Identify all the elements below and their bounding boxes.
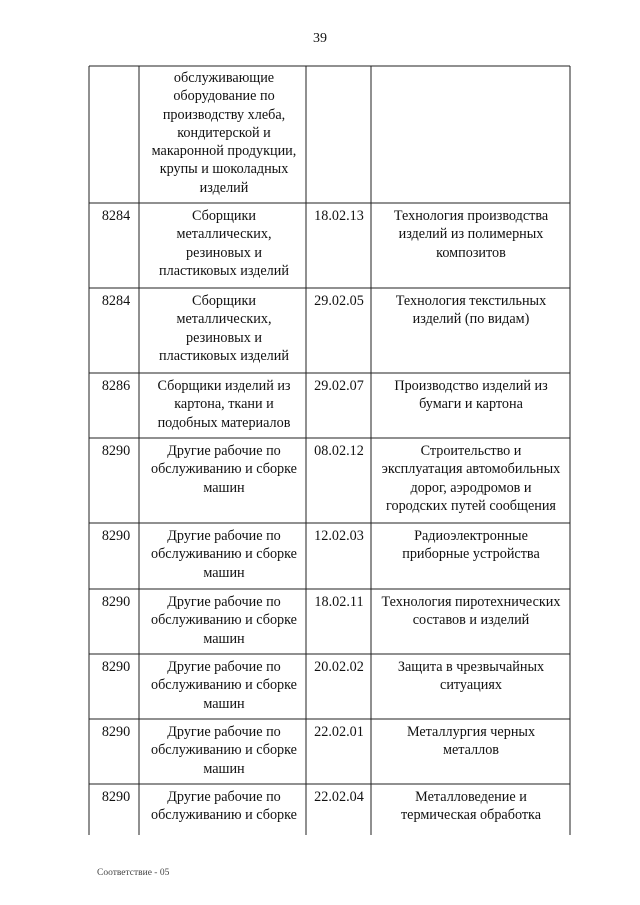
occupation-name-line: металлических, bbox=[176, 311, 272, 328]
occupation-name-line: машин bbox=[203, 479, 245, 496]
occupation-name-line: обслуживанию и сборке bbox=[151, 807, 297, 824]
occupation-name-line: машин bbox=[203, 630, 245, 647]
occupation-name bbox=[141, 442, 307, 497]
occupation-name bbox=[141, 658, 307, 713]
specialty-name-line: эксплуатация автомобильных bbox=[381, 461, 561, 478]
occupation-name-line: обслуживанию и сборке bbox=[151, 546, 297, 563]
occupation-name-line: кондитерской и bbox=[177, 124, 271, 141]
specialty-name-line: Металлургия черных bbox=[406, 724, 536, 740]
specialty-name bbox=[373, 658, 569, 695]
occupation-name-line: картона, ткани и bbox=[174, 396, 274, 413]
occupation-name-line: обслуживанию и сборке bbox=[151, 461, 297, 478]
occupation-name-line: обслуживающие bbox=[173, 70, 275, 86]
specialty-name bbox=[373, 723, 569, 760]
occupation-name bbox=[141, 377, 307, 432]
occupation-name-line: резиновых и bbox=[186, 329, 262, 346]
occupation-code: 8290 bbox=[101, 789, 131, 805]
occupation-code: 8290 bbox=[101, 724, 131, 740]
specialty-code: 18.02.11 bbox=[314, 594, 364, 610]
specialty-code: 22.02.01 bbox=[314, 724, 364, 740]
specialty-name-line: Металловедение и bbox=[415, 789, 527, 805]
specialty-name-line: дорог, аэродромов и bbox=[410, 479, 532, 496]
occupation-code: 8286 bbox=[101, 378, 131, 394]
occupation-code: 8290 bbox=[101, 443, 131, 459]
specialty-code: 12.02.03 bbox=[314, 528, 364, 544]
specialty-name bbox=[373, 527, 569, 564]
occupation-name-line: машин bbox=[203, 564, 245, 581]
specialty-name-line: приборные устройства bbox=[402, 546, 540, 563]
occupation-name-line: производству хлеба, bbox=[162, 106, 286, 123]
occupation-name-line: Другие рабочие по bbox=[167, 594, 281, 610]
occupation-name bbox=[141, 723, 307, 778]
occupation-name-line: пластиковых изделий bbox=[159, 262, 289, 279]
occupation-name-line: Другие рабочие по bbox=[167, 528, 281, 544]
specialty-name bbox=[373, 593, 569, 630]
occupation-code: 8290 bbox=[101, 659, 131, 675]
specialty-name-line: термическая обработка bbox=[400, 807, 542, 824]
occupation-name-line: машин bbox=[203, 760, 245, 777]
specialty-code: 29.02.07 bbox=[314, 378, 364, 394]
specialty-name-line: Технология пиротехнических bbox=[381, 594, 561, 610]
occupation-name-line: машин bbox=[203, 695, 245, 712]
specialty-name-line: бумаги и картона bbox=[419, 396, 523, 413]
specialty-name-line: композитов bbox=[436, 244, 506, 261]
occupation-name-line: резиновых и bbox=[186, 244, 262, 261]
occupation-name-line: крупы и шоколадных bbox=[159, 161, 289, 178]
specialty-name-line: Технология производства bbox=[393, 208, 549, 224]
specialty-code: 20.02.02 bbox=[314, 659, 364, 675]
occupation-name-line: Другие рабочие по bbox=[167, 789, 281, 805]
specialty-code: 18.02.13 bbox=[314, 208, 364, 224]
occupation-name-line: оборудование по bbox=[173, 88, 275, 105]
occupation-name-line: Другие рабочие по bbox=[167, 659, 281, 675]
occupation-name-line: Сборщики bbox=[191, 208, 257, 224]
occupation-name-line: Сборщики изделий из bbox=[157, 378, 291, 394]
specialty-name bbox=[373, 377, 569, 414]
specialty-name-line: изделий из полимерных bbox=[398, 226, 544, 243]
occupation-name-line: пластиковых изделий bbox=[159, 347, 289, 364]
specialty-name bbox=[373, 207, 569, 262]
specialty-name-line: Производство изделий из bbox=[394, 378, 548, 394]
occupation-name-line: подобных материалов bbox=[157, 414, 291, 431]
footer-note: Соответствие - 05 bbox=[97, 868, 170, 878]
occupation-name bbox=[141, 207, 307, 280]
occupation-name bbox=[141, 527, 307, 582]
occupation-name bbox=[141, 69, 307, 197]
specialty-name-line: металлов bbox=[442, 742, 500, 759]
occupation-name-line: макаронной продукции, bbox=[151, 143, 297, 160]
occupation-name-line: Другие рабочие по bbox=[167, 443, 281, 459]
specialty-name-line: ситуациях bbox=[440, 677, 502, 694]
specialty-name-line: Строительство и bbox=[420, 443, 522, 459]
specialty-name-line: Радиоэлектронные bbox=[414, 528, 528, 544]
occupation-name-line: изделий bbox=[199, 179, 249, 196]
specialty-name-line: городских путей сообщения bbox=[386, 497, 556, 514]
occupation-code: 8284 bbox=[101, 293, 131, 309]
specialty-name-line: Технология текстильных bbox=[395, 293, 547, 309]
occupation-name-line: Сборщики bbox=[191, 293, 257, 309]
occupation-code: 8290 bbox=[101, 528, 131, 544]
specialty-name bbox=[373, 292, 569, 329]
page-number: 39 bbox=[313, 31, 327, 46]
occupation-name-line: металлических, bbox=[176, 226, 272, 243]
occupation-name-line: обслуживанию и сборке bbox=[151, 677, 297, 694]
specialty-name bbox=[373, 442, 569, 515]
occupation-code: 8290 bbox=[101, 594, 131, 610]
specialty-code: 08.02.12 bbox=[314, 443, 364, 459]
occupation-name bbox=[141, 292, 307, 365]
specialty-name bbox=[373, 788, 569, 825]
occupation-code: 8284 bbox=[101, 208, 131, 224]
specialty-name-line: составов и изделий bbox=[412, 612, 530, 629]
occupation-name bbox=[141, 788, 307, 825]
specialty-code: 22.02.04 bbox=[314, 789, 364, 805]
specialty-name-line: Защита в чрезвычайных bbox=[397, 659, 545, 675]
specialty-code: 29.02.05 bbox=[314, 293, 364, 309]
occupation-name-line: Другие рабочие по bbox=[167, 724, 281, 740]
occupation-name-line: обслуживанию и сборке bbox=[151, 612, 297, 629]
occupation-name-line: обслуживанию и сборке bbox=[151, 742, 297, 759]
specialty-name-line: изделий (по видам) bbox=[412, 311, 530, 328]
occupation-name bbox=[141, 593, 307, 648]
